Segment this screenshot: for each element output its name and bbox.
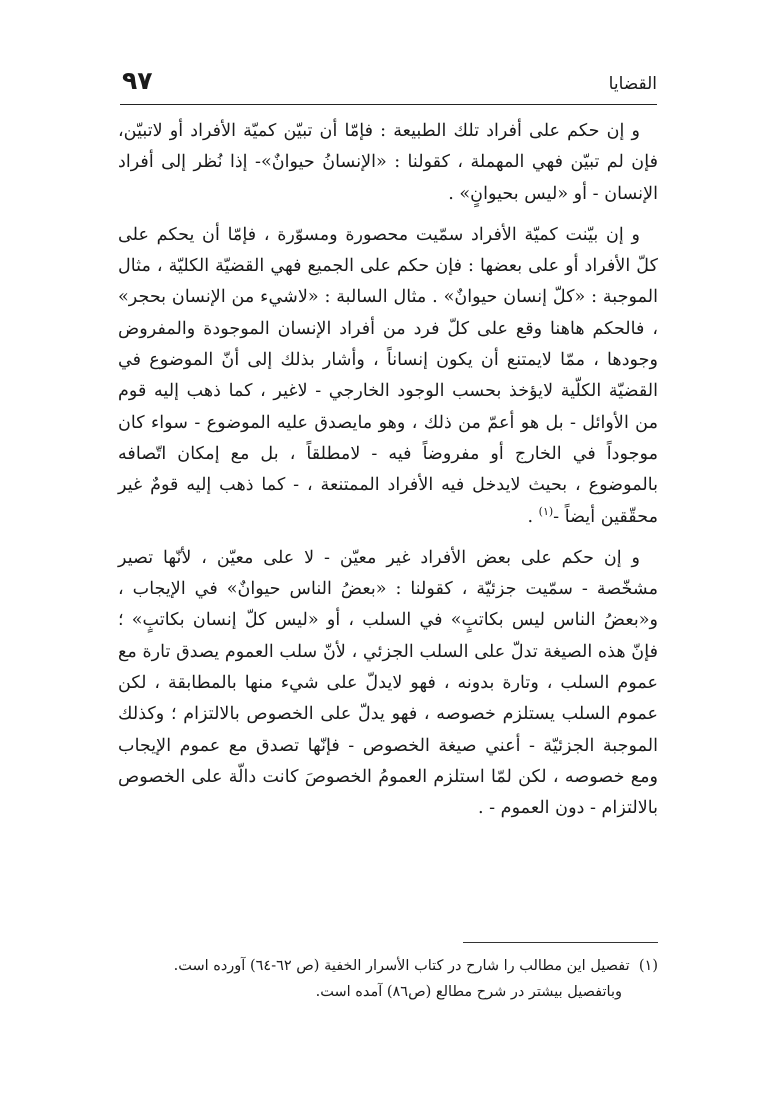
paragraph-2-end: . (527, 506, 534, 527)
paragraph-1: و إن حكم على أفراد تلك الطبيعة : فإمّا أن تبيّن كميّة الأفراد أو لاتبيّن، فإن لم تبيّن فهي المهملة ، كقولنا : «الإنسانُ حيوانٌ»- إذا نُظر إلى أفراد الإنسان - أو «ليس بحيوانٍ» . (118, 121, 658, 204)
page-header (120, 64, 657, 104)
paragraph-2-text: و إن بيّنت كميّة الأفراد سمّيت محصورة ومسوّرة ، فإمّا أن يحكم على كلّ الأفراد أو على بعضها : فإن حكم على الجميع فهي القضيّة الكليّة ، مثال الموجبة : «كلّ إنسان حيوانٌ» . مثال السالبة : «لاشيء من الإنسان بحجر» ، فالحكم هاهنا وقع على كلّ فرد من أفراد الإنسان الموجودة والمفروض وجودها ، ممّا لايمتنع أن يكون إنساناً ، وأشار بذلك إلى أنّ الموضوع في القضيّة الكلّية لايؤخذ بحسب الوجود الخارجي - لاغير ، كما ذهب إليه قوم من الأوائل - بل هو أعمّ من ذلك ، وهو مايصدق عليه الموضوع - سواء كان موجوداً في الخارج أو مفروضاً فيه - لامطلقاً ، بل مع إمكان اتّصافه بالموضوع ، بحيث لايدخل فيه الأفراد الممتنعة ، - كما ذهب إليه قومٌ غير محقّقين أيضاً - (118, 224, 658, 527)
paragraph-2 (118, 220, 658, 533)
header-rule (120, 104, 657, 105)
footnote-1-text: تفصيل اين مطالب را شارح در كتاب الأسرار الخفية (ص ٦٢-٦٤) آورده است. (173, 958, 630, 974)
page-number: ٩٧ (122, 66, 153, 95)
footnote-reference: (١) (538, 504, 554, 518)
running-title: القضايا (608, 74, 657, 94)
paragraph-3: و إن حكم على بعض الأفراد غير معيّن - لا على معيّن ، لأنّها تصير مشخّصة - سمّيت جزئيّة ، كقولنا : «بعضُ الناس حيوانٌ» في الإيجاب ، و«بعضُ الناس ليس بكاتبٍ» في السلب ، أو «ليس كلّ إنسان بكاتبٍ» ؛ فإنّ هذه الصيغة تدلّ على السلب الجزئي ، لأنّ سلب العموم يصدق تارة مع عموم السلب ، وتارة بدونه ، فهو لايدلّ على شيء منها بالمطابقة ، لكن عموم السلب يستلزم خصوصه ، فهو يدلّ على الخصوص بالالتزام ؛ وكذلك الموجبة الجزئيّة - أعني صيغة الخصوص - فإنّها تصدق مع عموم الإيجاب ومع خصوصه ، لكن لمّا استلزم العمومُ الخصوصَ كانت دالّة على الخصوص بالالتزام - دون العموم - . (118, 547, 658, 819)
footnote-number: (١) (638, 958, 658, 974)
footnote-1-line-2: وباتفصيل بيشتر در شرح مطالع (ص٨٦) آمده است. (315, 984, 622, 1000)
footnote-rule (463, 942, 658, 943)
footnote-1-line-1 (118, 953, 658, 979)
main-text (118, 116, 658, 839)
footnotes (118, 953, 658, 1005)
